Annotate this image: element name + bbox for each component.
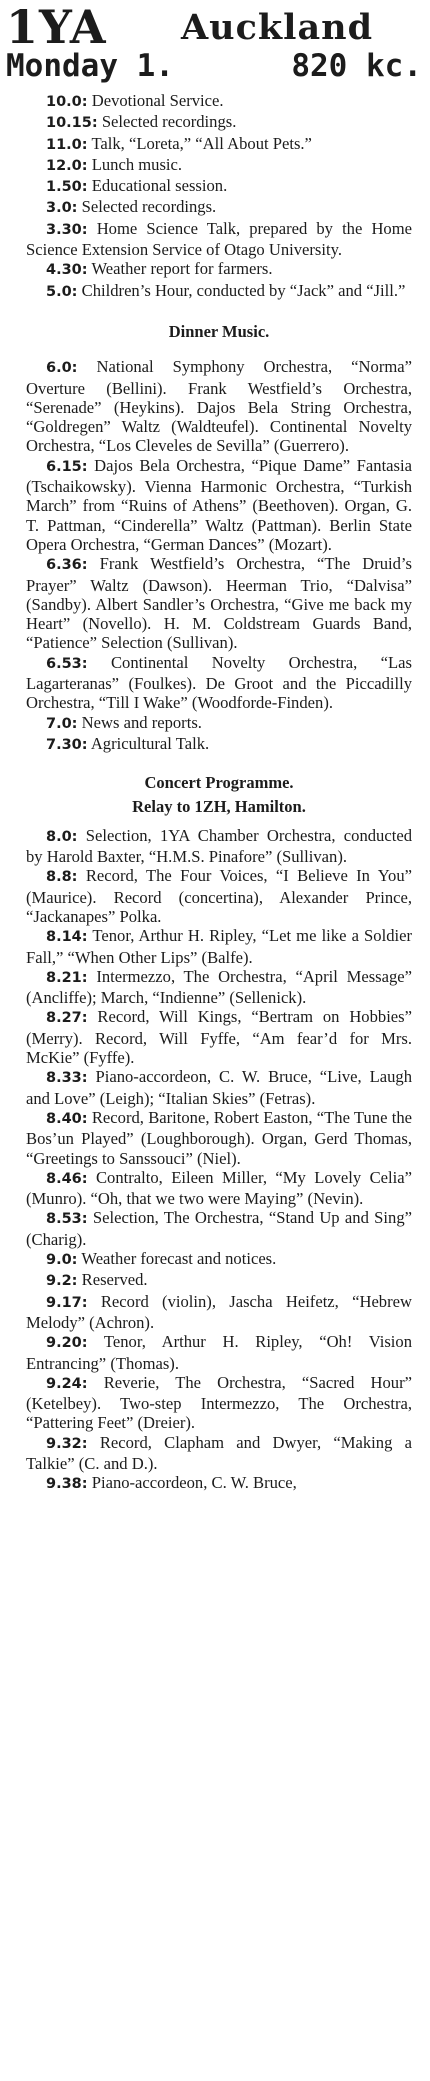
relay-notice: Relay to 1ZH, Hamilton. bbox=[132, 796, 306, 816]
entry-description: Piano-accordeon, C. W. Bruce, “Live, Laugh and Love” (Leigh); “Italian Skies” (Fetras). bbox=[26, 1067, 412, 1108]
entry-time: 8.8: bbox=[46, 869, 78, 886]
programme-entry bbox=[26, 357, 412, 455]
station-masthead bbox=[6, 0, 424, 90]
programme-entry bbox=[26, 1270, 412, 1291]
programme-entry bbox=[26, 1373, 412, 1433]
entry-description: Frank Westfield’s Orchestra, “The Druid’s Prayer” Waltz (Dawson). Heerman Trio, “Dalvisa” (Sandby). Albert Sandler’s Orchestra, “Give me back my Heart” (Novello). H. M. Coldstream Guards Band, “Patience” Selection (Sullivan). bbox=[26, 554, 412, 653]
entry-description: Selection, 1YA Chamber Orchestra, conducted by Harold Baxter, “H.M.S. Pinafore” (Sullivan). bbox=[26, 825, 412, 867]
entry-description: Record (violin), Jascha Heifetz, “Hebrew Melody” (Achron). bbox=[26, 1291, 412, 1332]
programme-entry bbox=[26, 176, 412, 197]
entry-time: 10.0: bbox=[46, 94, 88, 110]
entry-time: 6.0: bbox=[46, 360, 78, 377]
entry-description: Talk, “Loreta,” “All About Pets.” bbox=[91, 133, 312, 153]
station-frequency: 820 kc. bbox=[291, 48, 422, 84]
programme-entry bbox=[26, 456, 412, 554]
programme-entry bbox=[26, 926, 412, 967]
entry-description: News and reports. bbox=[81, 712, 202, 732]
entry-time: 7.0: bbox=[46, 715, 78, 732]
entry-time: 9.0: bbox=[46, 1252, 78, 1269]
entry-description: Reverie, The Orchestra, “Sacred Hour” (Ketelbey). Two-step Intermezzo, The Orchestra, “Pattering Feet” (Dreier). bbox=[26, 1372, 412, 1433]
programme-entry bbox=[26, 1168, 412, 1209]
entry-time: 11.0: bbox=[46, 136, 88, 153]
entry-description: Intermezzo, The Orchestra, “April Message” (Ancliffe); March, “Indienne” (Sellenick). bbox=[26, 966, 413, 1008]
programme-entry bbox=[26, 1067, 412, 1108]
entry-time: 6.53: bbox=[46, 655, 88, 672]
entry-time: 8.14: bbox=[46, 929, 88, 946]
entry-time: 12.0: bbox=[46, 157, 88, 174]
entry-time: 8.33: bbox=[46, 1070, 88, 1087]
entry-time: 3.0: bbox=[46, 200, 78, 217]
programme-entry bbox=[26, 967, 412, 1008]
entry-description: Lunch music. bbox=[91, 154, 183, 174]
entry-time: 7.30: bbox=[46, 736, 88, 753]
station-callsign: 1YA bbox=[6, 0, 107, 54]
programme-entry bbox=[26, 826, 412, 867]
entry-description: Tenor, Arthur H. Ripley, “Oh! Vision Entrancing” (Thomas). bbox=[26, 1332, 412, 1373]
programme-entry bbox=[26, 1433, 412, 1474]
entry-description: Contralto, Eileen Miller, “My Lovely Celia” (Munro). “Oh, that we two were Maying” (Nevin). bbox=[26, 1167, 412, 1209]
programme-entry bbox=[26, 1292, 412, 1333]
entry-time: 10.15: bbox=[46, 115, 98, 132]
dinner-music-heading: Dinner Music. bbox=[168, 321, 270, 341]
entry-time: 5.0: bbox=[46, 283, 78, 300]
programme-entry bbox=[26, 219, 412, 260]
programme-entry bbox=[26, 197, 412, 218]
entry-description: Selection, The Orchestra, “Stand Up and Sing” (Charig). bbox=[26, 1208, 412, 1249]
programme-entry bbox=[26, 155, 412, 176]
dinner-music-schedule bbox=[26, 357, 412, 755]
programme-entry bbox=[26, 91, 412, 112]
entry-time: 9.24: bbox=[46, 1375, 88, 1392]
programme-entry bbox=[26, 259, 412, 280]
entry-description: Agricultural Talk. bbox=[90, 733, 210, 753]
entry-time: 8.53: bbox=[46, 1211, 88, 1228]
concert-programme-heading: Concert Programme. bbox=[144, 773, 294, 793]
entry-description: Devotional Service. bbox=[91, 91, 224, 110]
entry-description: Children’s Hour, conducted by “Jack” and “Jill.” bbox=[81, 280, 406, 300]
entry-description: Record, Clapham and Dwyer, “Making a Talkie” (C. and D.). bbox=[26, 1432, 412, 1473]
entry-description: Educational session. bbox=[91, 176, 228, 196]
programme-entry bbox=[26, 1108, 412, 1168]
entry-description: Record, The Four Voices, “I Believe In You” (Maurice). Record (concertina), Alexander Prince, “Jackanapes” Polka. bbox=[26, 866, 412, 926]
entry-time: 3.30: bbox=[46, 221, 88, 238]
entry-description: Selected recordings. bbox=[101, 112, 237, 132]
programme-entry bbox=[26, 1249, 412, 1270]
entry-time: 9.2: bbox=[46, 1273, 78, 1290]
entry-time: 9.17: bbox=[46, 1294, 88, 1311]
entry-description: Weather report for farmers. bbox=[91, 259, 273, 279]
programme-entry bbox=[26, 134, 412, 155]
programme-entry bbox=[26, 734, 412, 755]
entry-description: Record, Will Kings, “Bertram on Hobbies” (Merry). Record, Will Fyffe, “Am fear’d for Mrs. McKie” (Fyffe). bbox=[26, 1007, 412, 1068]
entry-time: 6.15: bbox=[46, 458, 88, 475]
entry-description: Record, Baritone, Robert Easton, “The Tune the Bos’un Played” (Loughborough). Organ, Gerd Thomas, “Greetings to Sanssouci” (Niel). bbox=[26, 1107, 412, 1168]
entry-time: 8.0: bbox=[46, 828, 78, 845]
entry-time: 8.21: bbox=[46, 969, 88, 986]
entry-time: 6.36: bbox=[46, 557, 88, 574]
entry-description: Continental Novelty Orchestra, “Las Lagarteranas” (Foulkes). De Groot and the Piccadilly Orchestra, “Till I Wake” (Woodforde-Finden). bbox=[26, 652, 412, 713]
entry-time: 4.30: bbox=[46, 262, 88, 279]
entry-time: 9.20: bbox=[46, 1335, 88, 1352]
entry-description: Weather forecast and notices. bbox=[81, 1249, 277, 1269]
programme-entry bbox=[26, 1473, 412, 1494]
programme-entry bbox=[26, 713, 412, 734]
entry-description: Reserved. bbox=[81, 1270, 148, 1290]
morning-schedule bbox=[26, 91, 412, 302]
entry-time: 8.27: bbox=[46, 1010, 88, 1027]
entry-time: 9.32: bbox=[46, 1435, 88, 1452]
programme-entry bbox=[26, 1007, 412, 1067]
entry-time: 8.46: bbox=[46, 1170, 88, 1187]
concert-schedule bbox=[26, 826, 412, 1495]
programme-entry bbox=[26, 554, 412, 652]
station-city: Auckland bbox=[181, 7, 374, 48]
entry-time: 9.38: bbox=[46, 1476, 88, 1493]
programme-entry bbox=[26, 281, 412, 302]
entry-description: Dajos Bela Orchestra, “Pique Dame” Fantasia (Tschaikowsky). Vienna Harmonic Orchestra, “Turkish March” from “Ruins of Athens” (Beethoven). Organ, G. T. Pattman, “Cinderella” Waltz (Pattman). Berlin State Opera Orchestra, “German Dances” (Mozart). bbox=[26, 455, 412, 554]
entry-description: Selected recordings. bbox=[81, 197, 217, 217]
broadcast-day: Monday 1. bbox=[6, 48, 174, 84]
entry-time: 1.50: bbox=[46, 179, 88, 196]
entry-description: Piano-accordeon, C. W. Bruce, bbox=[91, 1473, 297, 1493]
programme-entry bbox=[26, 1332, 412, 1373]
entry-description: Tenor, Arthur H. Ripley, “Let me like a Soldier Fall,” “When Other Lips” (Balfe). bbox=[26, 926, 412, 967]
programme-entry bbox=[26, 1208, 412, 1249]
programme-entry bbox=[26, 866, 412, 926]
entry-time: 8.40: bbox=[46, 1110, 88, 1127]
entry-description: Home Science Talk, prepared by the Home Science Extension Service of Otago University. bbox=[26, 218, 412, 260]
entry-description: National Symphony Orchestra, “Norma” Overture (Bellini). Frank Westfield’s Orchestra, “Serenade” (Heykins). Dajos Bela String Orchestra, “Goldregen” Waltz (Waldteufel). Continental Novelty Orchestra, “Los Cleveles de Sevilla” (Guerrero). bbox=[26, 357, 412, 456]
programme-listing bbox=[26, 91, 412, 1495]
programme-entry bbox=[26, 653, 412, 713]
programme-entry bbox=[26, 112, 412, 133]
